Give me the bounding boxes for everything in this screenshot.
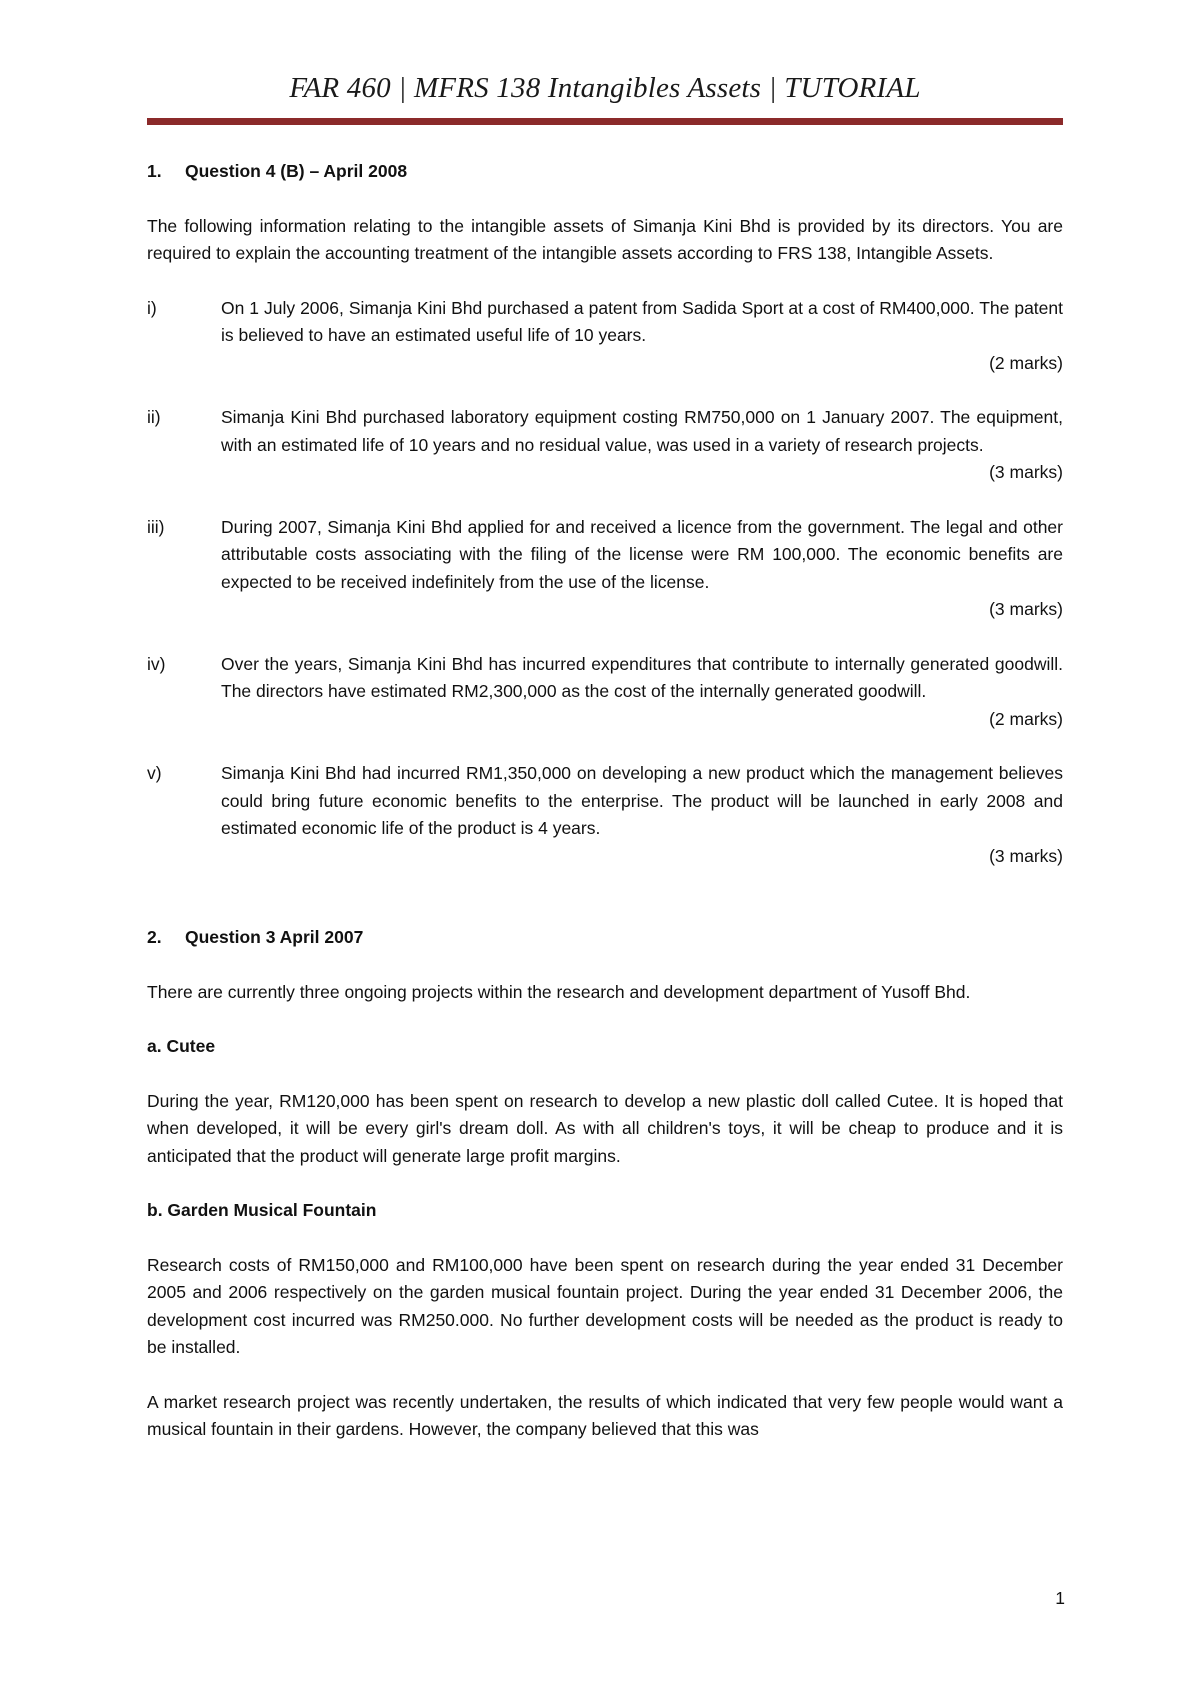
list-item — [147, 760, 1063, 843]
header-rule — [147, 118, 1063, 125]
question-2-number: 2. — [147, 927, 162, 947]
item-marks: (3 marks) — [989, 599, 1063, 619]
item-numeral: iii) — [147, 516, 165, 537]
item-marks: (2 marks) — [989, 352, 1063, 373]
question-1-intro: The following information relating to the intangible assets of Simanja Kini Bhd is provided by its directors. You are required to explain the accounting treatment of the intangible assets according to FRS 138, Intangible Assets. — [147, 215, 1063, 263]
item-marks: (3 marks) — [989, 462, 1063, 482]
item-text: During 2007, Simanja Kini Bhd applied for and received a licence from the government. The legal and other attributable costs associating with the filing of the license were RM 100,000. The economic benefits are expected to be received indefinitely from the use of the license. — [221, 516, 1063, 592]
question-1-heading — [147, 158, 1063, 186]
list-item — [147, 404, 1063, 459]
item-marks: (2 marks) — [989, 708, 1063, 729]
list-item — [147, 295, 1063, 350]
item-numeral: iv) — [147, 653, 166, 674]
item-text: Simanja Kini Bhd purchased laboratory equipment costing RM750,000 on 1 January 2007. The equipment, with an estimated life of 10 years and no residual value, was used in a variety of research projects. — [221, 407, 1063, 455]
question-2-title: Question 3 April 2007 — [185, 927, 364, 947]
item-text: Over the years, Simanja Kini Bhd has incurred expenditures that contribute to internally generated goodwill. The directors have estimated RM2,300,000 as the cost of the internally generated goodwill. — [221, 653, 1063, 701]
item-numeral: ii) — [147, 407, 161, 427]
document-body — [147, 158, 1063, 1444]
item-text: Simanja Kini Bhd had incurred RM1,350,000 on developing a new product which the management believes could bring future economic benefits to the enterprise. The product will be launched in early 2008 and estimated economic life of the product is 4 years. — [221, 763, 1063, 838]
list-item — [147, 651, 1063, 706]
item-text: On 1 July 2006, Simanja Kini Bhd purchased a patent from Sadida Sport at a cost of RM400,000. The patent is believed to have an estimated useful life of 10 years. — [221, 297, 1063, 345]
item-numeral: v) — [147, 763, 162, 783]
item-marks: (3 marks) — [989, 845, 1063, 866]
fountain-text-2: A market research project was recently undertaken, the results of which indicated that very few people would want a musical fountain in their gardens. However, the company believed that this was — [147, 1391, 1063, 1439]
cutee-heading: a. Cutee — [147, 1036, 216, 1056]
list-item — [147, 514, 1063, 597]
item-numeral: i) — [147, 297, 157, 318]
cutee-text: During the year, RM120,000 has been spent on research to develop a new plastic doll called Cutee. It is hoped that when developed, it will be every girl's dream doll. As with all children's toys, it will be cheap to produce and it is anticipated that the product will generate large profit margins. — [147, 1090, 1063, 1166]
question-2-intro: There are currently three ongoing projects within the research and development department of Yusoff Bhd. — [147, 981, 971, 1002]
fountain-text-1: Research costs of RM150,000 and RM100,000 have been spent on research during the year ended 31 December 2005 and 2006 respectively on the garden musical fountain project. During the year ended 31 December 2006, the development cost incurred was RM250.000. No further development costs will be needed as the product is ready to be installed. — [147, 1254, 1063, 1357]
question-1-number: 1. — [147, 161, 162, 181]
fountain-heading: b. Garden Musical Fountain — [147, 1200, 377, 1220]
page-number: 1 — [1055, 1588, 1065, 1608]
page-header-title: FAR 460 | MFRS 138 Intangibles Assets | TUTORIAL — [289, 72, 921, 104]
question-1-title: Question 4 (B) – April 2008 — [185, 161, 408, 181]
question-2-heading — [147, 924, 1063, 952]
